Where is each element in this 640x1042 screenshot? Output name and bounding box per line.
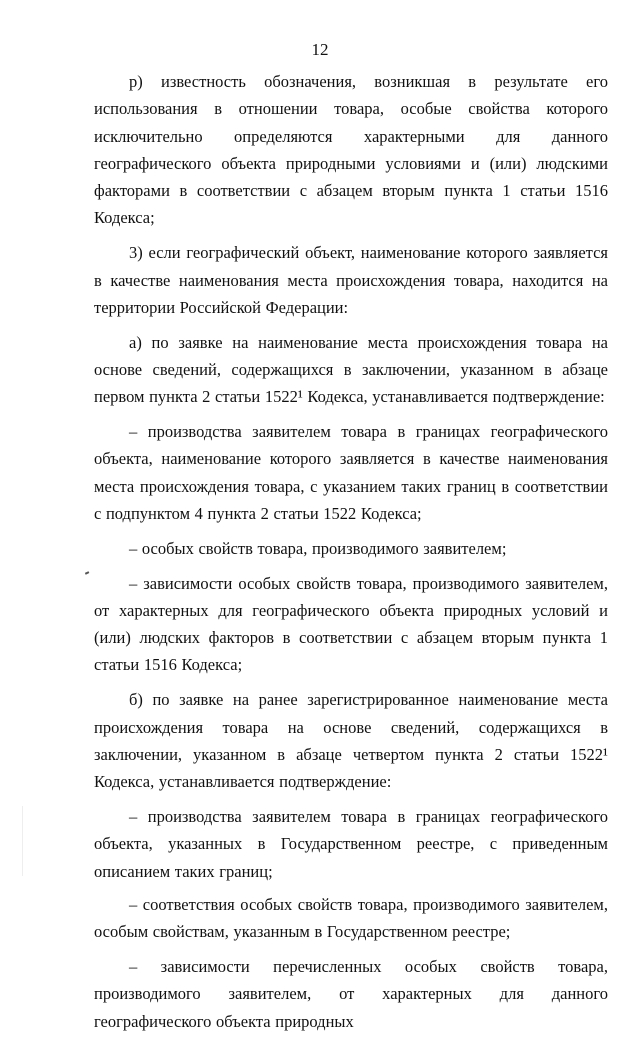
paragraph-b-registered-application: б) по заявке на ранее зарегистрированное наименование места происхождения товара на основе сведений, содержащихся в заключении, указанном в абзаце четвертом пункта 2 статьи 1522¹ Кодекса, устанавливается подтверждение: [94,690,608,792]
list-item-registry-boundaries: – производства заявителем товара в границах географического объекта, указанных в Государственном реестре, с приведенным описанием таких границ; [94,806,608,881]
list-item-listed-properties-dependence: – зависимости перечисленных особых свойств товара, производимого заявителем, от характерных для данного географического объекта природных [94,956,608,1031]
paragraph-r-notoriety: р) известность обозначения, возникшая в результате его использования в отношении товара, особые свойства которого исключительно определяются характерными для данного географического объекта природными условиями и (или) людскими факторами в соответствии с абзацем вторым пункта 1 статьи 1516 Кодекса; [94,72,608,228]
document-body [94,68,608,1042]
scan-mark [85,571,89,574]
list-item-properties-conformity: – соответствия особых свойств товара, производимого заявителем, особым свойствам, указанным в Государственном реестре; [94,894,608,942]
scan-margin-line [22,806,23,876]
list-item-dependence: – зависимости особых свойств товара, производимого заявителем, от характерных для географического объекта природных условий и (или) людских факторов в соответствии с абзацем вторым пункта 1 статьи 1516 Кодекса; [94,573,608,675]
list-item-special-properties: – особых свойств товара, производимого заявителем; [129,538,507,558]
page-number: 12 [311,40,329,59]
paragraph-a-application: а) по заявке на наименование места происхождения товара на основе сведений, содержащихся в заключении, указанном в абзаце первом пункта 2 статьи 1522¹ Кодекса, устанавливается подтверждение: [94,332,608,407]
paragraph-3-russian-territory: 3) если географический объект, наименование которого заявляется в качестве наименования места происхождения товара, находится на территории Российской Федерации: [94,243,608,317]
list-item-production-boundaries: – производства заявителем товара в границах географического объекта, наименование которого заявляется в качестве наименования места происхождения товара, с указанием таких границ в соответствии с подпунктом 4 пункта 2 статьи 1522 Кодекса; [94,422,608,523]
